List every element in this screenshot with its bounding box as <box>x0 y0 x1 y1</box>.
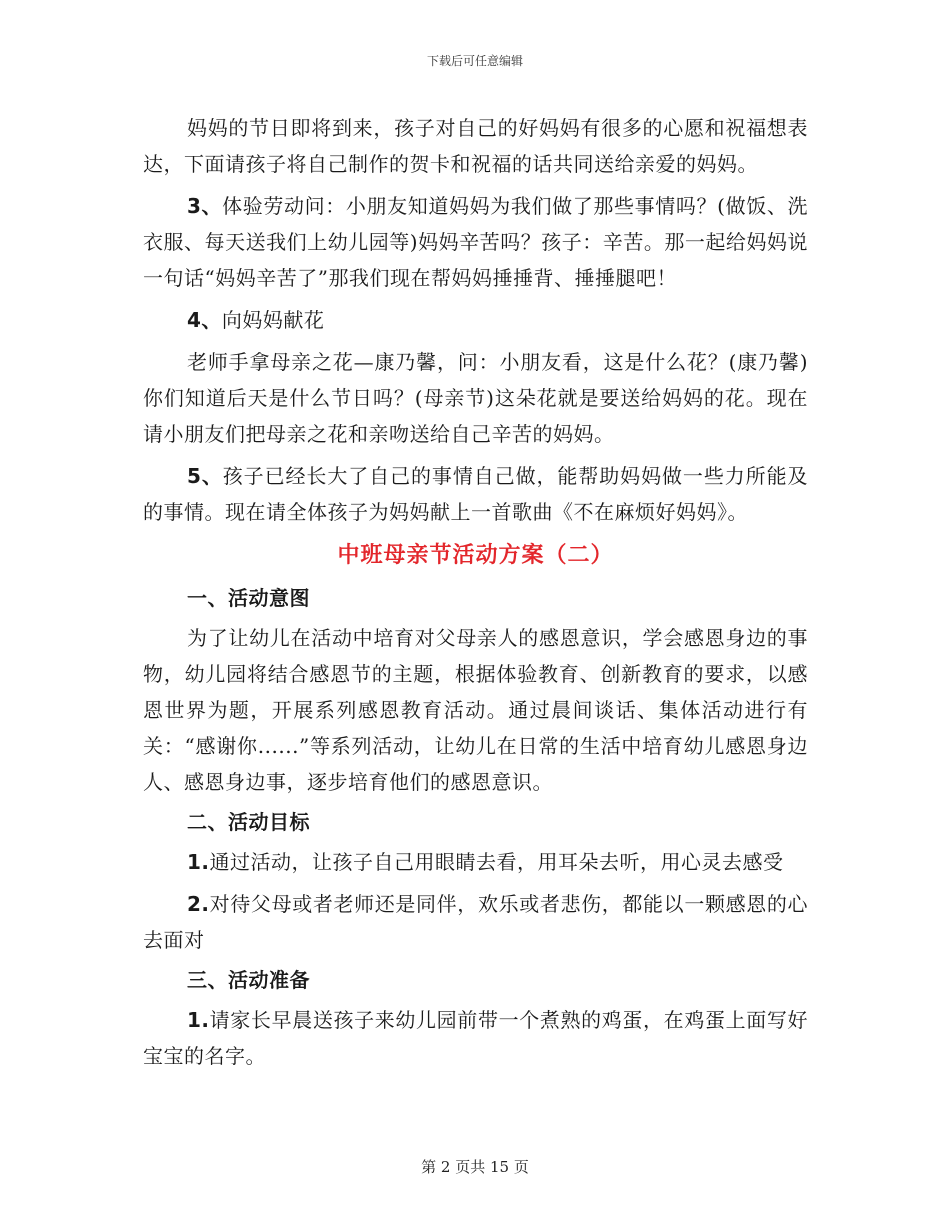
goal-item-1 <box>143 844 808 880</box>
heading-preparation: 三、活动准备 <box>187 968 310 992</box>
page-footer: 第 2 页共 15 页 <box>421 1158 529 1176</box>
document-body <box>143 110 808 1074</box>
item-number: 4、 <box>187 308 222 332</box>
list-item-3 <box>143 188 808 296</box>
item-text: 对待父母或者老师还是同伴，欢乐或者悲伤，都能以一颗感恩的心去面对 <box>143 892 808 952</box>
heading-intent: 一、活动意图 <box>187 586 310 610</box>
paragraph-intro: 妈妈的节日即将到来，孩子对自己的好妈妈有很多的心愿和祝福想表达，下面请孩子将自己制作的贺卡和祝福的话共同送给亲爱的妈妈。 <box>143 116 808 176</box>
item-text: 请家长早晨送孩子来幼儿园前带一个煮熟的鸡蛋，在鸡蛋上面写好宝宝的名字。 <box>143 1008 808 1068</box>
page-header: 下载后可任意编辑 <box>426 54 523 68</box>
goal-item-2 <box>143 886 808 958</box>
list-item-4 <box>143 302 808 338</box>
paragraph-flower: 老师手拿母亲之花—康乃馨，问：小朋友看，这是什么花？(康乃馨)你们知道后天是什么节日吗？(母亲节)这朵花就是要送给妈妈的花。现在请小朋友们把母亲之花和亲吻送给自己辛苦的妈妈。 <box>143 350 808 446</box>
section-title: 中班母亲节活动方案（二） <box>337 543 614 568</box>
item-number: 1. <box>187 1008 210 1032</box>
item-text: 通过活动，让孩子自己用眼睛去看，用耳朵去听，用心灵去感受 <box>209 850 784 874</box>
paragraph-intent: 为了让幼儿在活动中培育对父母亲人的感恩意识，学会感恩身边的事物，幼儿园将结合感恩节的主题，根据体验教育、创新教育的要求，以感恩世界为题，开展系列感恩教育活动。通过晨间谈话、集体活动进行有关：“感谢你......”等系列活动，让幼儿在日常的生活中培育幼儿感恩身边人、感恩身边事，逐步培育他们的感恩意识。 <box>143 626 808 794</box>
list-item-5 <box>143 458 808 530</box>
item-number: 2. <box>187 892 210 916</box>
item-text: 体验劳动问：小朋友知道妈妈为我们做了那些事情吗？(做饭、洗衣服、每天送我们上幼儿园等)妈妈辛苦吗？孩子：辛苦。那一起给妈妈说一句话“妈妈辛苦了”那我们现在帮妈妈捶捶背、捶捶腿吧！ <box>143 194 808 290</box>
item-text: 向妈妈献花 <box>221 308 325 332</box>
item-number: 5、 <box>187 464 223 488</box>
item-text: 孩子已经长大了自己的事情自己做，能帮助妈妈做一些力所能及的事情。现在请全体孩子为妈妈献上一首歌曲《不在麻烦好妈妈》。 <box>143 464 808 524</box>
prep-item-1 <box>143 1002 808 1074</box>
item-number: 3、 <box>187 194 223 218</box>
item-number: 1. <box>187 850 210 874</box>
heading-goals: 二、活动目标 <box>187 810 310 834</box>
